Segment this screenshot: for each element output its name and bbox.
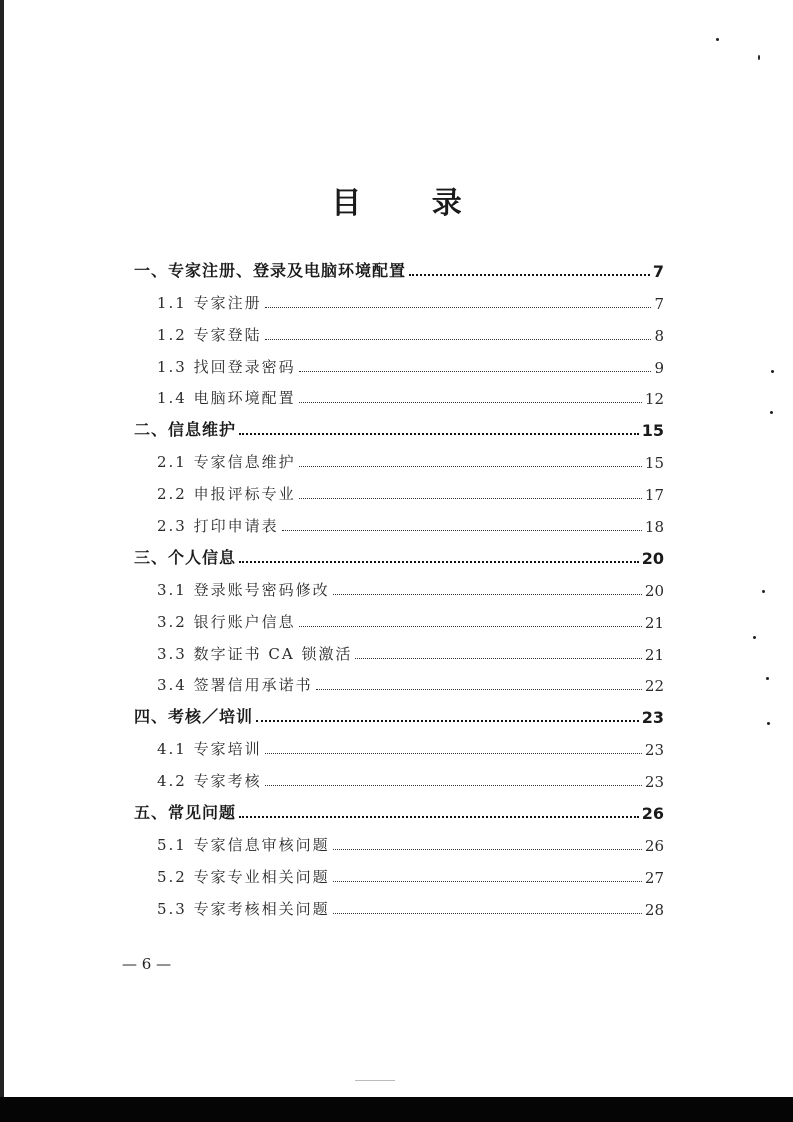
toc-dot-leader: [282, 530, 642, 531]
toc-dot-leader: [355, 658, 641, 659]
toc-dot-leader: [265, 307, 652, 308]
page-number: — 6 —: [122, 955, 172, 973]
toc-title: 目 录: [331, 186, 492, 222]
toc-entry-page: 22: [644, 677, 664, 696]
toc-section-entry: [134, 664, 664, 696]
toc-entry-page: 23: [644, 773, 664, 792]
toc-dot-leader: [299, 626, 642, 627]
toc-chapter-entry: [134, 408, 664, 440]
toc-entry-label: 一、专家注册、登录及电脑环境配置: [134, 260, 407, 280]
toc-dot-leader: [239, 816, 639, 818]
toc-section-entry: [134, 313, 664, 345]
toc-dot-leader: [333, 849, 642, 850]
toc-entry-page: 15: [644, 454, 664, 473]
toc-section-entry: [134, 345, 664, 377]
toc-entry-page: 23: [644, 741, 664, 760]
toc-dot-leader: [316, 689, 642, 690]
scan-speck: [716, 38, 719, 41]
toc-entry-label: 二、信息维护: [134, 420, 237, 440]
toc-entry-page: 7: [654, 294, 664, 313]
toc-section-entry: [134, 759, 664, 791]
toc-entry-label: 1.2 专家登陆: [157, 325, 262, 344]
scan-speck: [766, 677, 769, 680]
toc-chapter-entry: [134, 249, 664, 281]
toc-chapter-entry: [134, 791, 664, 823]
toc-entry-page: 15: [641, 421, 664, 441]
toc-section-entry: [134, 727, 664, 759]
toc-entry-page: 7: [652, 261, 664, 281]
toc-entry-page: 18: [644, 518, 664, 537]
toc-dot-leader: [299, 402, 642, 403]
toc-dot-leader: [299, 466, 642, 467]
toc-dot-leader: [333, 913, 642, 914]
toc-entry-label: 2.3 打印申请表: [157, 517, 279, 536]
toc-dot-leader: [239, 433, 639, 435]
toc-entry-label: 2.2 申报评标专业: [157, 485, 296, 504]
toc-entry-label: 5.2 专家专业相关问题: [157, 867, 330, 886]
toc-entry-page: 21: [644, 645, 664, 664]
toc-entry-label: 三、个人信息: [134, 547, 237, 567]
toc-dot-leader: [333, 594, 642, 595]
toc-dot-leader: [409, 274, 650, 276]
toc-dot-leader: [299, 371, 652, 372]
toc-entry-label: 3.4 签署信用承诺书: [157, 676, 313, 695]
toc-section-entry: [134, 823, 664, 855]
toc-entry-page: 28: [644, 900, 664, 919]
toc-entry-label: 五、常见问题: [134, 803, 237, 823]
scan-speck: [771, 370, 774, 373]
toc-section-entry: [134, 855, 664, 887]
toc-section-entry: [134, 377, 664, 409]
scan-speck: [767, 722, 770, 725]
scan-speck: [770, 411, 773, 414]
toc-entry-page: 26: [644, 836, 664, 855]
toc-entry-page: 26: [641, 804, 664, 824]
toc-entry-page: 21: [644, 613, 664, 632]
toc-entry-label: 1.1 专家注册: [157, 293, 262, 312]
toc-entry-label: 4.2 专家考核: [157, 772, 262, 791]
toc-entry-page: 23: [641, 708, 664, 728]
toc-entry-page: 27: [644, 868, 664, 887]
scan-left-edge: [0, 0, 4, 1097]
toc-section-entry: [134, 568, 664, 600]
scan-smudge: [355, 1080, 395, 1081]
toc-entry-label: 四、考核／培训: [134, 707, 254, 727]
toc-entry-label: 1.4 电脑环境配置: [157, 389, 296, 408]
scan-speck: [753, 636, 756, 639]
toc-entry-label: 2.1 专家信息维护: [157, 453, 296, 472]
toc-dot-leader: [265, 785, 642, 786]
toc-dot-leader: [299, 498, 642, 499]
toc-section-entry: [134, 600, 664, 632]
toc-entry-page: 17: [644, 486, 664, 505]
toc-entry-label: 3.1 登录账号密码修改: [157, 580, 330, 599]
toc-section-entry: [134, 281, 664, 313]
table-of-contents: [134, 249, 664, 919]
toc-section-entry: [134, 440, 664, 472]
toc-chapter-entry: [134, 695, 664, 727]
toc-dot-leader: [239, 561, 639, 563]
scan-speck: [758, 55, 760, 60]
toc-entry-label: 3.2 银行账户信息: [157, 612, 296, 631]
toc-section-entry: [134, 472, 664, 504]
toc-entry-label: 3.3 数字证书 CA 锁激活: [157, 644, 353, 663]
toc-entry-page: 20: [641, 548, 664, 568]
toc-section-entry: [134, 504, 664, 536]
toc-entry-page: 20: [644, 581, 664, 600]
toc-chapter-entry: [134, 536, 664, 568]
toc-entry-label: 4.1 专家培训: [157, 740, 262, 759]
scan-bottom-band: [0, 1097, 793, 1122]
toc-entry-page: 9: [654, 358, 664, 377]
toc-entry-label: 5.3 专家考核相关问题: [157, 899, 330, 918]
toc-dot-leader: [265, 753, 642, 754]
toc-entry-page: 8: [654, 326, 664, 345]
toc-entry-label: 5.1 专家信息审核问题: [157, 835, 330, 854]
toc-entry-label: 1.3 找回登录密码: [157, 357, 296, 376]
toc-dot-leader: [256, 720, 639, 722]
toc-section-entry: [134, 632, 664, 664]
toc-entry-page: 12: [644, 390, 664, 409]
toc-section-entry: [134, 887, 664, 919]
toc-dot-leader: [265, 339, 652, 340]
scan-speck: [762, 590, 765, 593]
toc-dot-leader: [333, 881, 642, 882]
